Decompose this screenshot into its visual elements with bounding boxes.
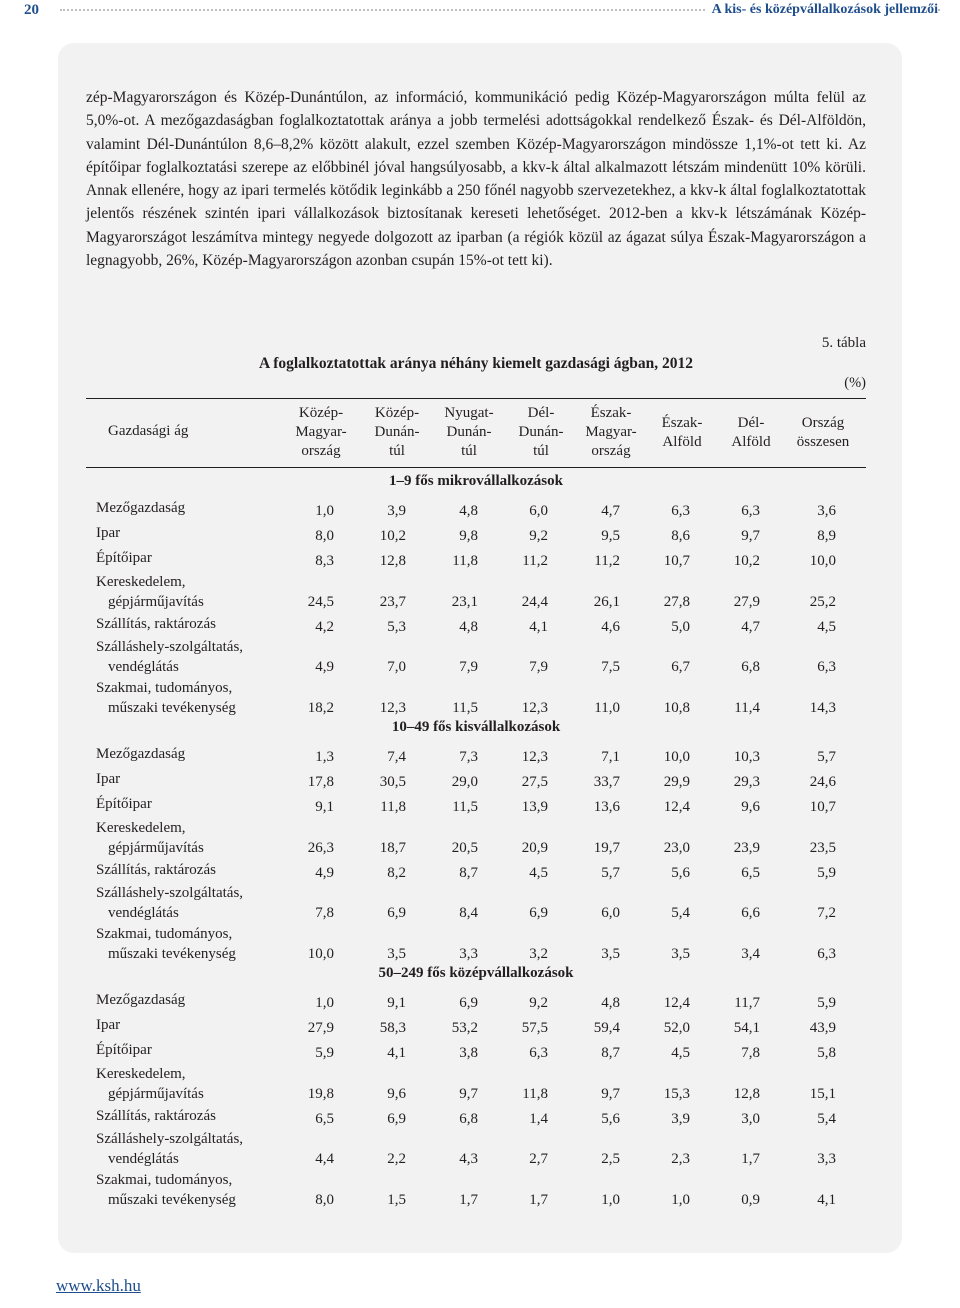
table-cell: 4,2: [315, 619, 334, 635]
table-cell: 1,7: [529, 1192, 548, 1208]
row-label: Szálláshely-szolgáltatás,: [96, 639, 244, 655]
table-cell: 6,8: [741, 659, 760, 675]
table-cell: 8,0: [315, 528, 334, 544]
table-cell: 23,1: [451, 594, 478, 610]
table-cell: 43,9: [809, 1020, 836, 1036]
table-top-rule: [86, 398, 866, 399]
table-cell: 4,7: [601, 503, 620, 519]
table-cell: 9,6: [741, 799, 760, 815]
table-cell: 57,5: [521, 1020, 548, 1036]
table-cell: 3,3: [817, 1151, 836, 1167]
table-cell: 11,8: [452, 553, 478, 569]
table-cell: 25,2: [809, 594, 836, 610]
table-cell: 13,6: [593, 799, 620, 815]
column-header: [430, 404, 508, 461]
table-cell: 9,8: [459, 528, 478, 544]
table-cell: 7,2: [817, 905, 836, 921]
table-cell: 17,8: [307, 774, 334, 790]
table-cell: 2,2: [387, 1151, 406, 1167]
table-cell: 5,4: [671, 905, 690, 921]
table-cell: 10,3: [733, 749, 760, 765]
row-label: Építőipar: [96, 796, 152, 812]
table-cell: 11,2: [522, 553, 548, 569]
table-cell: 30,5: [379, 774, 406, 790]
footer-link[interactable]: www.ksh.hu: [56, 1276, 141, 1295]
table-cell: 9,7: [741, 528, 760, 544]
column-header-line: Dél-: [527, 405, 555, 421]
table-cell: 5,0: [671, 619, 690, 635]
table-cell: 12,8: [733, 1086, 760, 1102]
table-cell: 9,7: [459, 1086, 478, 1102]
table-cell: 7,8: [741, 1045, 760, 1061]
table-cell: 29,0: [451, 774, 478, 790]
row-label: Kereskedelem,: [96, 574, 186, 590]
table-cell: 3,9: [387, 503, 406, 519]
table-cell: 24,5: [307, 594, 334, 610]
table-cell: 11,7: [734, 995, 760, 1011]
column-header: [502, 404, 580, 461]
table-cell: 12,3: [521, 749, 548, 765]
table-cell: 8,4: [459, 905, 478, 921]
column-header-line: Közép-: [374, 405, 420, 421]
table-cell: 18,7: [379, 840, 406, 856]
table-cell: 52,0: [663, 1020, 690, 1036]
table-cell: 6,0: [601, 905, 620, 921]
table-cell: 59,4: [593, 1020, 620, 1036]
table-cell: 6,3: [671, 503, 690, 519]
table-cell: 1,0: [601, 1192, 620, 1208]
section-title: 1–9 fős mikrovállalkozások: [389, 473, 563, 489]
table-cell: 29,9: [663, 774, 690, 790]
table-cell: 9,1: [315, 799, 334, 815]
table-cell: 4,5: [817, 619, 836, 635]
table-cell: 2,5: [601, 1151, 620, 1167]
table-cell: 7,9: [459, 659, 478, 675]
table-cell: 1,0: [315, 995, 334, 1011]
table-cell: 4,5: [529, 865, 548, 881]
table-cell: 1,4: [529, 1111, 548, 1127]
table-cell: 6,9: [529, 905, 548, 921]
table-cell: 18,2: [307, 700, 334, 716]
table-cell: 10,7: [663, 553, 690, 569]
row-label-continued: műszaki tevékenység: [108, 946, 236, 962]
table-cell: 10,2: [733, 553, 760, 569]
table-cell: 33,7: [593, 774, 620, 790]
column-header-line: Észak-: [590, 405, 632, 421]
table-cell: 1,5: [387, 1192, 406, 1208]
table-cell: 4,8: [601, 995, 620, 1011]
column-header-line: Alföld: [662, 434, 702, 450]
table-cell: 5,3: [387, 619, 406, 635]
table-cell: 3,6: [817, 503, 836, 519]
row-label: Szakmai, tudományos,: [96, 680, 233, 696]
table-cell: 10,2: [379, 528, 406, 544]
table-cell: 20,9: [521, 840, 548, 856]
table-cell: 14,3: [809, 700, 836, 716]
table-cell: 4,5: [671, 1045, 690, 1061]
column-header: [643, 414, 721, 452]
table-unit: (%): [844, 375, 866, 391]
table-cell: 11,8: [522, 1086, 548, 1102]
table-cell: 4,8: [459, 503, 478, 519]
table-cell: 10,0: [809, 553, 836, 569]
table-cell: 0,9: [741, 1192, 760, 1208]
table-cell: 11,5: [452, 799, 478, 815]
column-header: [784, 414, 862, 452]
table-cell: 1,3: [315, 749, 334, 765]
table-cell: 8,6: [671, 528, 690, 544]
table-cell: 3,8: [459, 1045, 478, 1061]
table-cell: 4,1: [817, 1192, 836, 1208]
table-cell: 6,7: [671, 659, 690, 675]
table-cell: 11,8: [380, 799, 406, 815]
table-cell: 2,3: [671, 1151, 690, 1167]
table-cell: 9,2: [529, 995, 548, 1011]
row-label: Szakmai, tudományos,: [96, 1172, 233, 1188]
row-label: Mezőgazdaság: [96, 500, 186, 516]
row-label-continued: gépjárműjavítás: [108, 1086, 204, 1102]
table-cell: 15,3: [663, 1086, 690, 1102]
table-cell: 6,8: [459, 1111, 478, 1127]
column-header-line: Dunán-: [374, 424, 420, 440]
column-header-line: ország: [591, 443, 631, 459]
row-label: Szálláshely-szolgáltatás,: [96, 885, 244, 901]
table-cell: 5,9: [315, 1045, 334, 1061]
table-cell: 6,3: [529, 1045, 548, 1061]
table-cell: 5,8: [817, 1045, 836, 1061]
table-cell: 4,9: [315, 865, 334, 881]
row-label-continued: gépjárműjavítás: [108, 840, 204, 856]
table-cell: 3,5: [387, 946, 406, 962]
table-cell: 12,3: [379, 700, 406, 716]
table-cell: 4,9: [315, 659, 334, 675]
table-cell: 4,1: [387, 1045, 406, 1061]
table-cell: 5,4: [817, 1111, 836, 1127]
column-header-line: Magyar-: [585, 424, 637, 440]
table-cell: 26,3: [307, 840, 334, 856]
table-cell: 29,3: [733, 774, 760, 790]
column-header: [572, 404, 650, 461]
table-cell: 27,9: [307, 1020, 334, 1036]
table-cell: 1,0: [671, 1192, 690, 1208]
table-cell: 27,8: [663, 594, 690, 610]
table-cell: 58,3: [379, 1020, 406, 1036]
table-cell: 6,9: [387, 1111, 406, 1127]
table-cell: 9,5: [601, 528, 620, 544]
table-cell: 19,8: [307, 1086, 334, 1102]
column-header-line: Nyugat-: [444, 405, 494, 421]
table-cell: 7,8: [315, 905, 334, 921]
table-cell: 8,7: [601, 1045, 620, 1061]
column-header-line: Magyar-: [295, 424, 347, 440]
first-column-header: Gazdasági ág: [108, 423, 189, 439]
table-cell: 12,8: [379, 553, 406, 569]
table-cell: 10,7: [809, 799, 836, 815]
row-label-continued: vendéglátás: [108, 1151, 179, 1167]
row-label-continued: vendéglátás: [108, 905, 179, 921]
table-cell: 9,2: [529, 528, 548, 544]
table-cell: 4,3: [459, 1151, 478, 1167]
table-number: 5. tábla: [821, 335, 866, 351]
table-cell: 4,8: [459, 619, 478, 635]
running-title: A kis- és középvállalkozások jellemzői: [706, 0, 938, 20]
table-cell: 8,3: [315, 553, 334, 569]
table-cell: 6,6: [741, 905, 760, 921]
row-label-continued: gépjárműjavítás: [108, 594, 204, 610]
table-cell: 23,7: [379, 594, 406, 610]
table-cell: 3,9: [671, 1111, 690, 1127]
table-cell: 27,9: [733, 594, 760, 610]
table-cell: 13,9: [521, 799, 548, 815]
table-cell: 7,4: [387, 749, 406, 765]
column-header-line: Dunán-: [446, 424, 492, 440]
table-cell: 6,3: [817, 946, 836, 962]
table-cell: 24,6: [809, 774, 836, 790]
table-cell: 7,5: [601, 659, 620, 675]
section-title: 50–249 fős középvállalkozások: [378, 965, 574, 981]
table-cell: 53,2: [451, 1020, 478, 1036]
column-header: [358, 404, 436, 461]
row-label: Kereskedelem,: [96, 1066, 186, 1082]
column-header-line: Észak-: [661, 415, 703, 431]
column-header-line: Közép-: [298, 405, 344, 421]
table-cell: 20,5: [451, 840, 478, 856]
table-cell: 9,6: [387, 1086, 406, 1102]
table-cell: 8,2: [387, 865, 406, 881]
table-cell: 6,3: [817, 659, 836, 675]
table-cell: 6,3: [741, 503, 760, 519]
table-cell: 24,4: [521, 594, 548, 610]
table-cell: 1,7: [459, 1192, 478, 1208]
section-title: 10–49 fős kisvállalkozások: [391, 719, 561, 735]
table-cell: 10,0: [663, 749, 690, 765]
table-cell: 1,7: [741, 1151, 760, 1167]
table-cell: 5,9: [817, 995, 836, 1011]
table-cell: 8,7: [459, 865, 478, 881]
table-cell: 3,4: [741, 946, 760, 962]
table-cell: 54,1: [733, 1020, 760, 1036]
table-cell: 3,5: [601, 946, 620, 962]
body-paragraph: zép-Magyarországon és Közép-Dunántúlon, az információ, kommunikáció pedig Közép-Magyarországon múlta felül az 5,0%-ot. A mezőgazdaságban foglalkoztatottak aránya a jobb termelési adottságokkal rendelkező Észak- és Dél-Alföldön, valamint Dél-Dunántúlon 8,6–8,2% között alakult, ezzel szemben Közép-Magyarországon mindössze 1,1%-ot tett ki. Az építőipar foglalkoztatási szerepe az előbbinél jóval hangsúlyosabb, a kkv-k által alkalmazott létszám mindenütt 10% körüli. Annak ellenére, hogy az ipari termelés kötődik leginkább a 250 főnél nagyobb szervezetekhez, a kkv-k által foglalkoztatottak jelentős részének szintén ipari vállalkozások biztosítanak kereseti lehetőséget. 2012-ben a kkv-k létszámának Közép-Magyarországot leszámítva mintegy negyede dolgozott az iparban (a régiók közül az ágazat súlya Észak-Magyarországon a legnagyobb, 26%, Közép-Magyarországon azonban csupán 15%-ot tett ki).: [86, 89, 866, 270]
row-label: Mezőgazdaság: [96, 992, 186, 1008]
table-cell: 6,5: [741, 865, 760, 881]
table-cell: 3,3: [459, 946, 478, 962]
column-header: [282, 404, 360, 461]
column-header-line: összesen: [796, 434, 850, 450]
row-label: Mezőgazdaság: [96, 746, 186, 762]
table-cell: 10,0: [307, 946, 334, 962]
row-label: Ipar: [96, 525, 121, 541]
table-cell: 5,7: [601, 865, 620, 881]
table-cell: 4,7: [741, 619, 760, 635]
table-header-rule: [86, 467, 866, 468]
table-cell: 9,7: [601, 1086, 620, 1102]
table-cell: 4,1: [529, 619, 548, 635]
table-cell: 7,1: [601, 749, 620, 765]
column-header-line: Dél-: [737, 415, 765, 431]
table-cell: 6,9: [387, 905, 406, 921]
column-header-line: túl: [389, 443, 405, 459]
row-label: Szakmai, tudományos,: [96, 926, 233, 942]
table-cell: 8,9: [817, 528, 836, 544]
table-cell: 6,0: [529, 503, 548, 519]
column-header-line: Dunán-: [518, 424, 564, 440]
table-cell: 11,0: [594, 700, 620, 716]
table-cell: 26,1: [593, 594, 620, 610]
row-label: Építőipar: [96, 550, 152, 566]
table-cell: 5,9: [817, 865, 836, 881]
column-header-line: túl: [461, 443, 477, 459]
column-header-line: túl: [533, 443, 549, 459]
table-title: A foglalkoztatottak aránya néhány kiemelt gazdasági ágban, 2012: [258, 355, 693, 372]
table-cell: 5,7: [817, 749, 836, 765]
row-label: Szállítás, raktározás: [96, 862, 216, 878]
table-cell: 5,6: [601, 1111, 620, 1127]
table-cell: 12,3: [521, 700, 548, 716]
row-label-continued: műszaki tevékenység: [108, 700, 236, 716]
row-label: Szállítás, raktározás: [96, 1108, 216, 1124]
table-cell: 10,8: [663, 700, 690, 716]
table-cell: 4,6: [601, 619, 620, 635]
table-cell: 3,2: [529, 946, 548, 962]
table-cell: 23,9: [733, 840, 760, 856]
table-cell: 23,0: [663, 840, 690, 856]
table-cell: 11,4: [734, 700, 760, 716]
table-cell: 2,7: [529, 1151, 548, 1167]
table-cell: 6,5: [315, 1111, 334, 1127]
table-cell: 3,5: [671, 946, 690, 962]
column-header-line: Alföld: [731, 434, 771, 450]
table-cell: 6,9: [459, 995, 478, 1011]
table-cell: 8,0: [315, 1192, 334, 1208]
table-cell: 3,0: [741, 1111, 760, 1127]
table-cell: 1,0: [315, 503, 334, 519]
column-header-line: ország: [301, 443, 341, 459]
row-label-continued: műszaki tevékenység: [108, 1192, 236, 1208]
page-number: 20: [24, 0, 54, 24]
table-cell: 19,7: [593, 840, 620, 856]
table-cell: 7,0: [387, 659, 406, 675]
table-cell: 23,5: [809, 840, 836, 856]
row-label: Kereskedelem,: [96, 820, 186, 836]
column-header: [712, 414, 790, 452]
row-label: Ipar: [96, 1017, 121, 1033]
table-cell: 11,2: [594, 553, 620, 569]
table-cell: 27,5: [521, 774, 548, 790]
table-cell: 12,4: [663, 995, 690, 1011]
table-cell: 11,5: [452, 700, 478, 716]
row-label: Építőipar: [96, 1042, 152, 1058]
row-label: Szálláshely-szolgáltatás,: [96, 1131, 244, 1147]
table-cell: 15,1: [809, 1086, 836, 1102]
column-header-line: Ország: [801, 415, 845, 431]
table-cell: 7,9: [529, 659, 548, 675]
table-cell: 12,4: [663, 799, 690, 815]
table-cell: 5,6: [671, 865, 690, 881]
table-cell: 7,3: [459, 749, 478, 765]
table-cell: 9,1: [387, 995, 406, 1011]
row-label: Ipar: [96, 771, 121, 787]
row-label: Szállítás, raktározás: [96, 616, 216, 632]
row-label-continued: vendéglátás: [108, 659, 179, 675]
table-cell: 4,4: [315, 1151, 334, 1167]
